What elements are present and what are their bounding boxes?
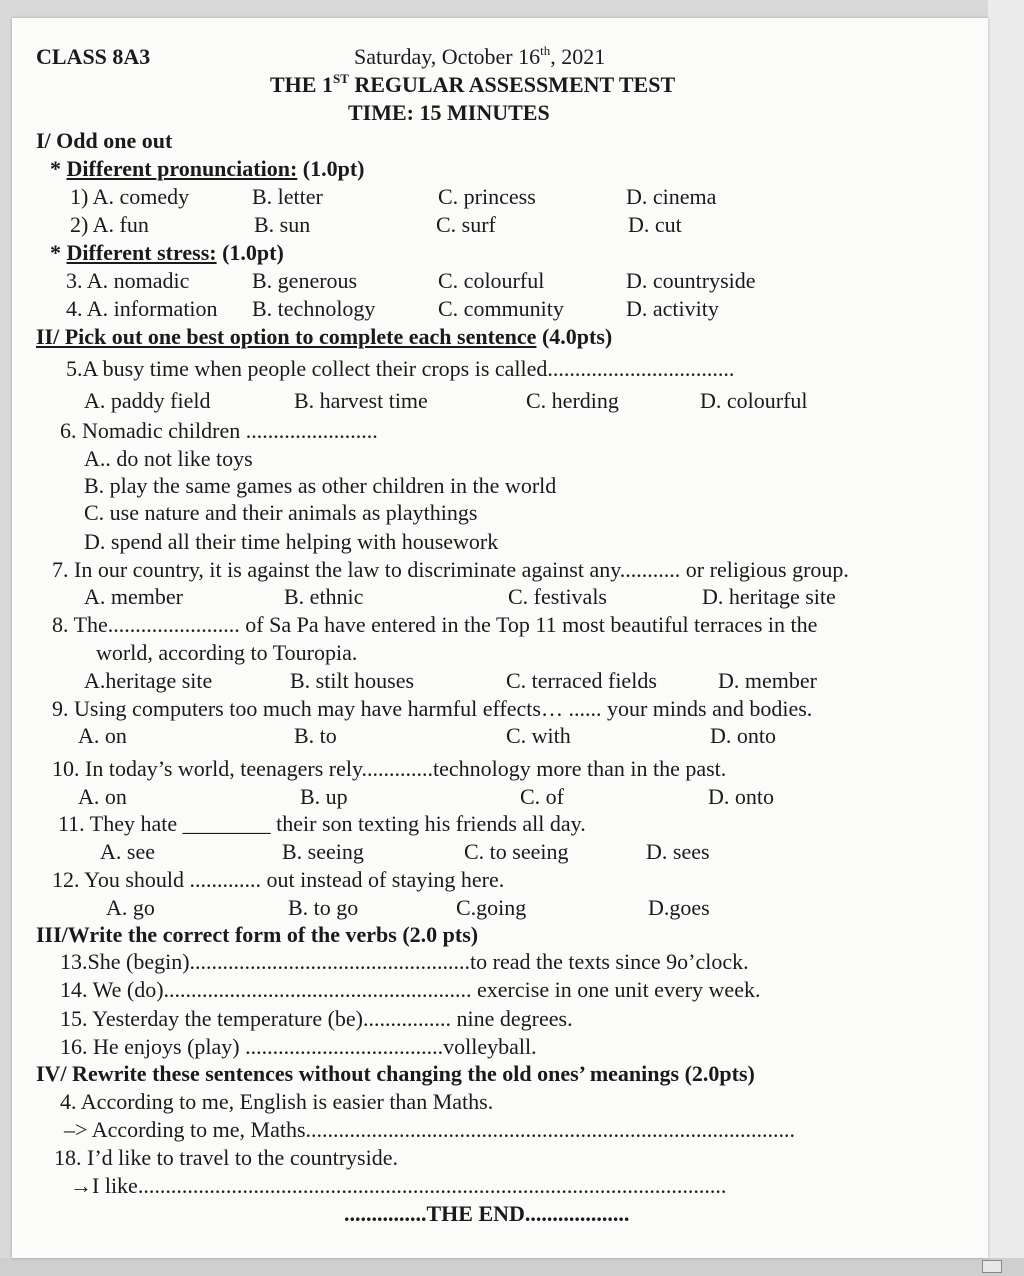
- the-end: ...............THE END...................: [344, 1201, 630, 1226]
- q4-option-a: 4. A. information: [66, 296, 218, 321]
- q1-option-c: C. princess: [438, 184, 536, 209]
- q10-stem: 10. In today’s world, teenagers rely.............technology more than in the past.: [52, 756, 727, 781]
- q11-option-a: A. see: [100, 839, 155, 864]
- q17-answer-line: –> According to me, Maths.........................................................................................: [64, 1117, 796, 1142]
- q6-option-c: C. use nature and their animals as playthings: [84, 500, 478, 525]
- q10-option-a: A. on: [78, 784, 127, 809]
- q12-stem: 12. You should ............. out instead of staying here.: [52, 867, 505, 892]
- q2-option-a: 2) A. fun: [70, 212, 149, 237]
- test-paper: [12, 18, 988, 1258]
- q12-option-b: B. to go: [288, 895, 359, 920]
- q12-option-c: C.going: [456, 895, 527, 920]
- q3-option-b: B. generous: [252, 268, 358, 293]
- test-time: TIME: 15 MINUTES: [348, 100, 550, 125]
- q8-option-a: A.heritage site: [84, 668, 213, 693]
- q5-option-c: C. herding: [526, 388, 619, 413]
- q1-option-a: 1) A. comedy: [70, 184, 190, 209]
- stress-heading: * Different stress: (1.0pt): [50, 240, 284, 265]
- q2-option-c: C. surf: [436, 212, 496, 237]
- q5-stem: 5.A busy time when people collect their crops is called..................................: [66, 356, 735, 381]
- q8-stem: 8. The........................ of Sa Pa have entered in the Top 11 most beautiful terraces in the: [52, 612, 818, 637]
- q4-option-b: B. technology: [252, 296, 376, 321]
- test-date: Saturday, October 16th, 2021: [354, 43, 606, 69]
- q12-option-a: A. go: [106, 895, 155, 920]
- q11-stem: 11. They hate ________ their son texting his friends all day.: [58, 811, 586, 836]
- q5-option-d: D. colourful: [700, 388, 808, 413]
- q4-option-d: D. activity: [626, 296, 719, 321]
- q8-option-d: D. member: [718, 668, 817, 693]
- section-1-heading: I/ Odd one out: [36, 128, 173, 153]
- q8-stem-continued: world, according to Touropia.: [96, 640, 358, 665]
- test-title: THE 1ST REGULAR ASSESSMENT TEST: [270, 71, 676, 97]
- q8-option-b: B. stilt houses: [290, 668, 415, 693]
- q3-option-d: D. countryside: [626, 268, 756, 293]
- q6-stem: 6. Nomadic children ........................: [60, 418, 378, 443]
- q3-option-c: C. colourful: [438, 268, 545, 293]
- q10-option-d: D. onto: [708, 784, 774, 809]
- window-bottom-bar: [0, 1258, 1024, 1276]
- q6-option-a: A.. do not like toys: [84, 446, 253, 471]
- q6-option-d: D. spend all their time helping with housework: [84, 529, 499, 554]
- pronunciation-heading: * Different pronunciation: (1.0pt): [50, 156, 365, 181]
- q17-sentence: 4. According to me, English is easier than Maths.: [60, 1089, 494, 1114]
- q7-option-d: D. heritage site: [702, 584, 836, 609]
- q7-stem: 7. In our country, it is against the law to discriminate against any........... or religious group.: [52, 557, 849, 582]
- q2-option-b: B. sun: [254, 212, 311, 237]
- q3-option-a: 3. A. nomadic: [66, 268, 190, 293]
- q18-answer-line: →I like...........................................................................................................: [70, 1173, 727, 1198]
- q7-option-c: C. festivals: [508, 584, 607, 609]
- q1-option-b: B. letter: [252, 184, 323, 209]
- q9-option-a: A. on: [78, 723, 127, 748]
- q12-option-d: D.goes: [648, 895, 710, 920]
- q4-option-c: C. community: [438, 296, 564, 321]
- q6-option-b: B. play the same games as other children in the world: [84, 473, 557, 498]
- section-4-heading: IV/ Rewrite these sentences without changing the old ones’ meanings (2.0pts): [36, 1061, 755, 1086]
- q5-option-b: B. harvest time: [294, 388, 428, 413]
- view-icon[interactable]: [982, 1260, 1002, 1273]
- section-3-heading: III/Write the correct form of the verbs (2.0 pts): [36, 922, 479, 947]
- q9-option-d: D. onto: [710, 723, 776, 748]
- q5-option-a: A. paddy field: [84, 388, 211, 413]
- q11-option-d: D. sees: [646, 839, 710, 864]
- q18-sentence: 18. I’d like to travel to the countryside.: [54, 1145, 398, 1170]
- window-right-margin: [988, 0, 1024, 1276]
- class-label: CLASS 8A3: [36, 44, 151, 69]
- q11-option-b: B. seeing: [282, 839, 364, 864]
- q13-line: 13.She (begin)...................................................to read the texts since 9o’clock.: [60, 949, 749, 974]
- q10-option-c: C. of: [520, 784, 564, 809]
- q10-option-b: B. up: [300, 784, 348, 809]
- q1-option-d: D. cinema: [626, 184, 717, 209]
- q2-option-d: D. cut: [628, 212, 682, 237]
- q9-option-c: C. with: [506, 723, 571, 748]
- q16-line: 16. He enjoys (play) ....................................volleyball.: [60, 1034, 537, 1059]
- q8-option-c: C. terraced fields: [506, 668, 657, 693]
- q7-option-a: A. member: [84, 584, 183, 609]
- q7-option-b: B. ethnic: [284, 584, 364, 609]
- q14-line: 14. We (do)........................................................ exercise in one unit every week.: [60, 977, 761, 1002]
- q11-option-c: C. to seeing: [464, 839, 569, 864]
- section-2-heading: II/ Pick out one best option to complete each sentence (4.0pts): [36, 324, 613, 349]
- q9-option-b: B. to: [294, 723, 337, 748]
- q9-stem: 9. Using computers too much may have harmful effects… ...... your minds and bodies.: [52, 696, 813, 721]
- q15-line: 15. Yesterday the temperature (be)................ nine degrees.: [60, 1006, 573, 1031]
